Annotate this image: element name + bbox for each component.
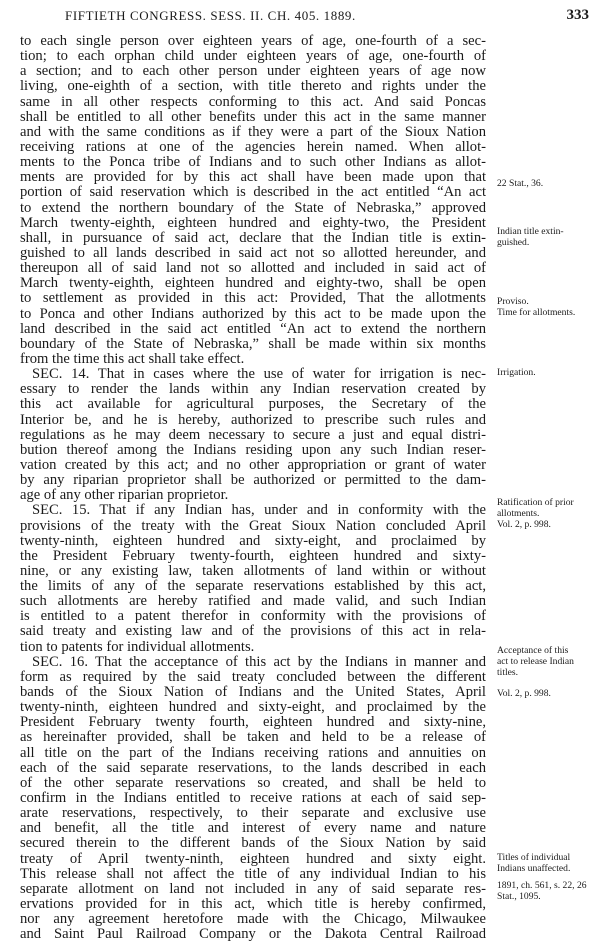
margin-note: Acceptance of this act to release Indian titles.	[497, 645, 574, 678]
body-line: from the time this act shall take effect.	[20, 351, 245, 367]
body-line: receiving rations at one of the agencies herein named. When allot-	[20, 139, 486, 155]
body-line: Interior be, and he is hereby, authorized to prescribe such rules and	[20, 412, 486, 428]
body-line: President February twenty fourth, eighteen hundred and sixty-nine,	[20, 715, 486, 731]
body-line: and Saint Paul Railroad Company or the Dakota Central Railroad	[20, 927, 486, 942]
body-line: March twenty-eighth, eighteen hundred and eighty-two, shall be open	[20, 276, 486, 292]
body-line: March twenty-eighth, eighteen hundred and eighty-two, the President	[20, 215, 486, 231]
body-line: shall, in pursuance of said act, declare that the Indian title is extin-	[20, 230, 486, 246]
margin-note: 1891, ch. 561, s. 22, 26 Stat., 1095.	[497, 880, 587, 902]
body-line: regulations as he may deem necessary to secure a just and equal distri-	[20, 427, 486, 443]
body-line: bands of the Sioux Nation of Indians and the United States, April	[20, 685, 486, 701]
body-line: this act available for agricultural purposes, the Secretary of the	[20, 397, 486, 413]
body-line: vation created by this act; and no other appropriation or grant of water	[20, 457, 486, 473]
body-line: bution thereof among the Indians residing upon any such Indian reser-	[20, 442, 486, 458]
body-line: to each single person over eighteen years of age, one-fourth of a sec-	[20, 34, 486, 49]
body-line: separate allotment on land not included in any of said separate res-	[20, 881, 486, 897]
body-line: of the other separate reservations so created, and shall be held to	[20, 775, 486, 791]
body-line: guished to all lands described in said act not so allotted hereunder, and	[20, 245, 486, 261]
running-header	[20, 8, 592, 28]
body-line: boundary of the State of Nebraska,” shall be made within six months	[20, 336, 486, 352]
body-line: each of the said separate reservations, to the lands described in each	[20, 760, 486, 776]
margin-note: Vol. 2, p. 998.	[497, 688, 551, 699]
body-line: form as required by the said treaty concluded between the different	[20, 669, 486, 685]
body-line: and benefit, all the title and interest of every name and nature	[20, 821, 486, 837]
page-number: 333	[566, 7, 589, 23]
body-line: the limits of any of the separate reservations established by this act,	[20, 579, 486, 595]
running-title: FIFTIETH CONGRESS. SESS. II. CH. 405. 1889.	[65, 8, 356, 23]
body-line: SEC. 14. That in cases where the use of water for irrigation is nec-	[32, 367, 486, 383]
body-line: thereupon all of said land not so allotted and included in said act of	[20, 261, 486, 277]
body-line: the President February twenty-fourth, eighteen hundred and sixty-	[20, 548, 486, 564]
body-text	[20, 34, 486, 942]
body-line: nine, or any existing law, taken allotments of land within or without	[20, 563, 486, 579]
margin-note: Ratification of prior allotments. Vol. 2, p. 998.	[497, 497, 574, 530]
margin-note: Irrigation.	[497, 367, 536, 378]
margin-note: 22 Stat., 36.	[497, 178, 544, 189]
body-line: shall be entitled to all other benefits under this act in the same manner	[20, 109, 486, 125]
body-line: a section; and to each other person under eighteen years of age now	[20, 64, 486, 80]
body-line: portion of said reservation which is described in the act entitled “An act	[20, 185, 486, 201]
body-line: to extend the northern boundary of the State of Nebraska,” approved	[20, 200, 486, 216]
body-line: secured therein to the different bands of the Sioux Nation by said	[20, 836, 486, 852]
body-line: confirm in the Indians entitled to receive rations at each of said sep-	[20, 791, 486, 807]
body-line: SEC. 16. That the acceptance of this act by the Indians in manner and	[32, 654, 486, 670]
body-line: by any riparian proprietor shall be authorized or permitted to the dam-	[20, 473, 486, 489]
body-line: age of any other riparian proprietor.	[20, 488, 229, 504]
body-line: such allotments are hereby ratified and made valid, and such Indian	[20, 594, 486, 610]
body-line: tion to patents for individual allotments.	[20, 639, 255, 655]
body-line: twenty-ninth, eighteen hundred and sixty-eight, and proclaimed by the	[20, 700, 486, 716]
body-line: provisions of the treaty with the Great Sioux Nation concluded April	[20, 518, 486, 534]
body-line: land described in the said act entitled “An act to extend the northern	[20, 321, 486, 337]
margin-note: Indian title extin- guished.	[497, 226, 564, 248]
body-line: essary to render the lands within any Indian reservation created by	[20, 382, 486, 398]
body-line: same in all other respects conforming to this act. And said Poncas	[20, 94, 486, 110]
body-line: ments are provided for by this act shall have been made upon that	[20, 170, 486, 186]
body-line: ervations provided for in this act, which title is hereby confirmed,	[20, 897, 486, 913]
body-line: and with the same conditions as if they were a part of the Sioux Nation	[20, 124, 486, 140]
body-line: SEC. 15. That if any Indian has, under and in conformity with the	[32, 503, 486, 519]
body-line: living, one-eighth of a section, with title thereto and rights under the	[20, 79, 486, 95]
body-line: tion; to each orphan child under eighteen years of age, one-fourth of	[20, 49, 486, 65]
body-line: to settlement as provided in this act: Provided, That the allotments	[20, 291, 486, 307]
body-line: ments to the Ponca tribe of Indians and to such other Indians as allot-	[20, 155, 486, 171]
body-line: This release shall not affect the title of any individual Indian to his	[20, 866, 486, 882]
body-line: all title on the part of the Indians receiving rations and annuities on	[20, 745, 486, 761]
body-line: said treaty and existing law and of the provisions of this act in rela-	[20, 624, 486, 640]
body-line: arate reservations, respectively, to their separate and exclusive use	[20, 806, 486, 822]
body-line: as hereinafter provided, shall be taken and held to be a release of	[20, 730, 486, 746]
margin-note: Titles of individual Indians unaffected.	[497, 852, 571, 874]
body-line: is entitled to a patent therefor in conformity with the provisions of	[20, 609, 486, 625]
body-line: nor any agreement heretofore made with the Chicago, Milwaukee	[20, 912, 486, 928]
body-line: treaty of April twenty-ninth, eighteen hundred and sixty eight.	[20, 851, 486, 867]
body-line: twenty-ninth, eighteen hundred and sixty-eight, and proclaimed by	[20, 533, 486, 549]
body-line: to Ponca and other Indians authorized by this act to be made upon the	[20, 306, 486, 322]
margin-note: Proviso. Time for allotments.	[497, 296, 576, 318]
